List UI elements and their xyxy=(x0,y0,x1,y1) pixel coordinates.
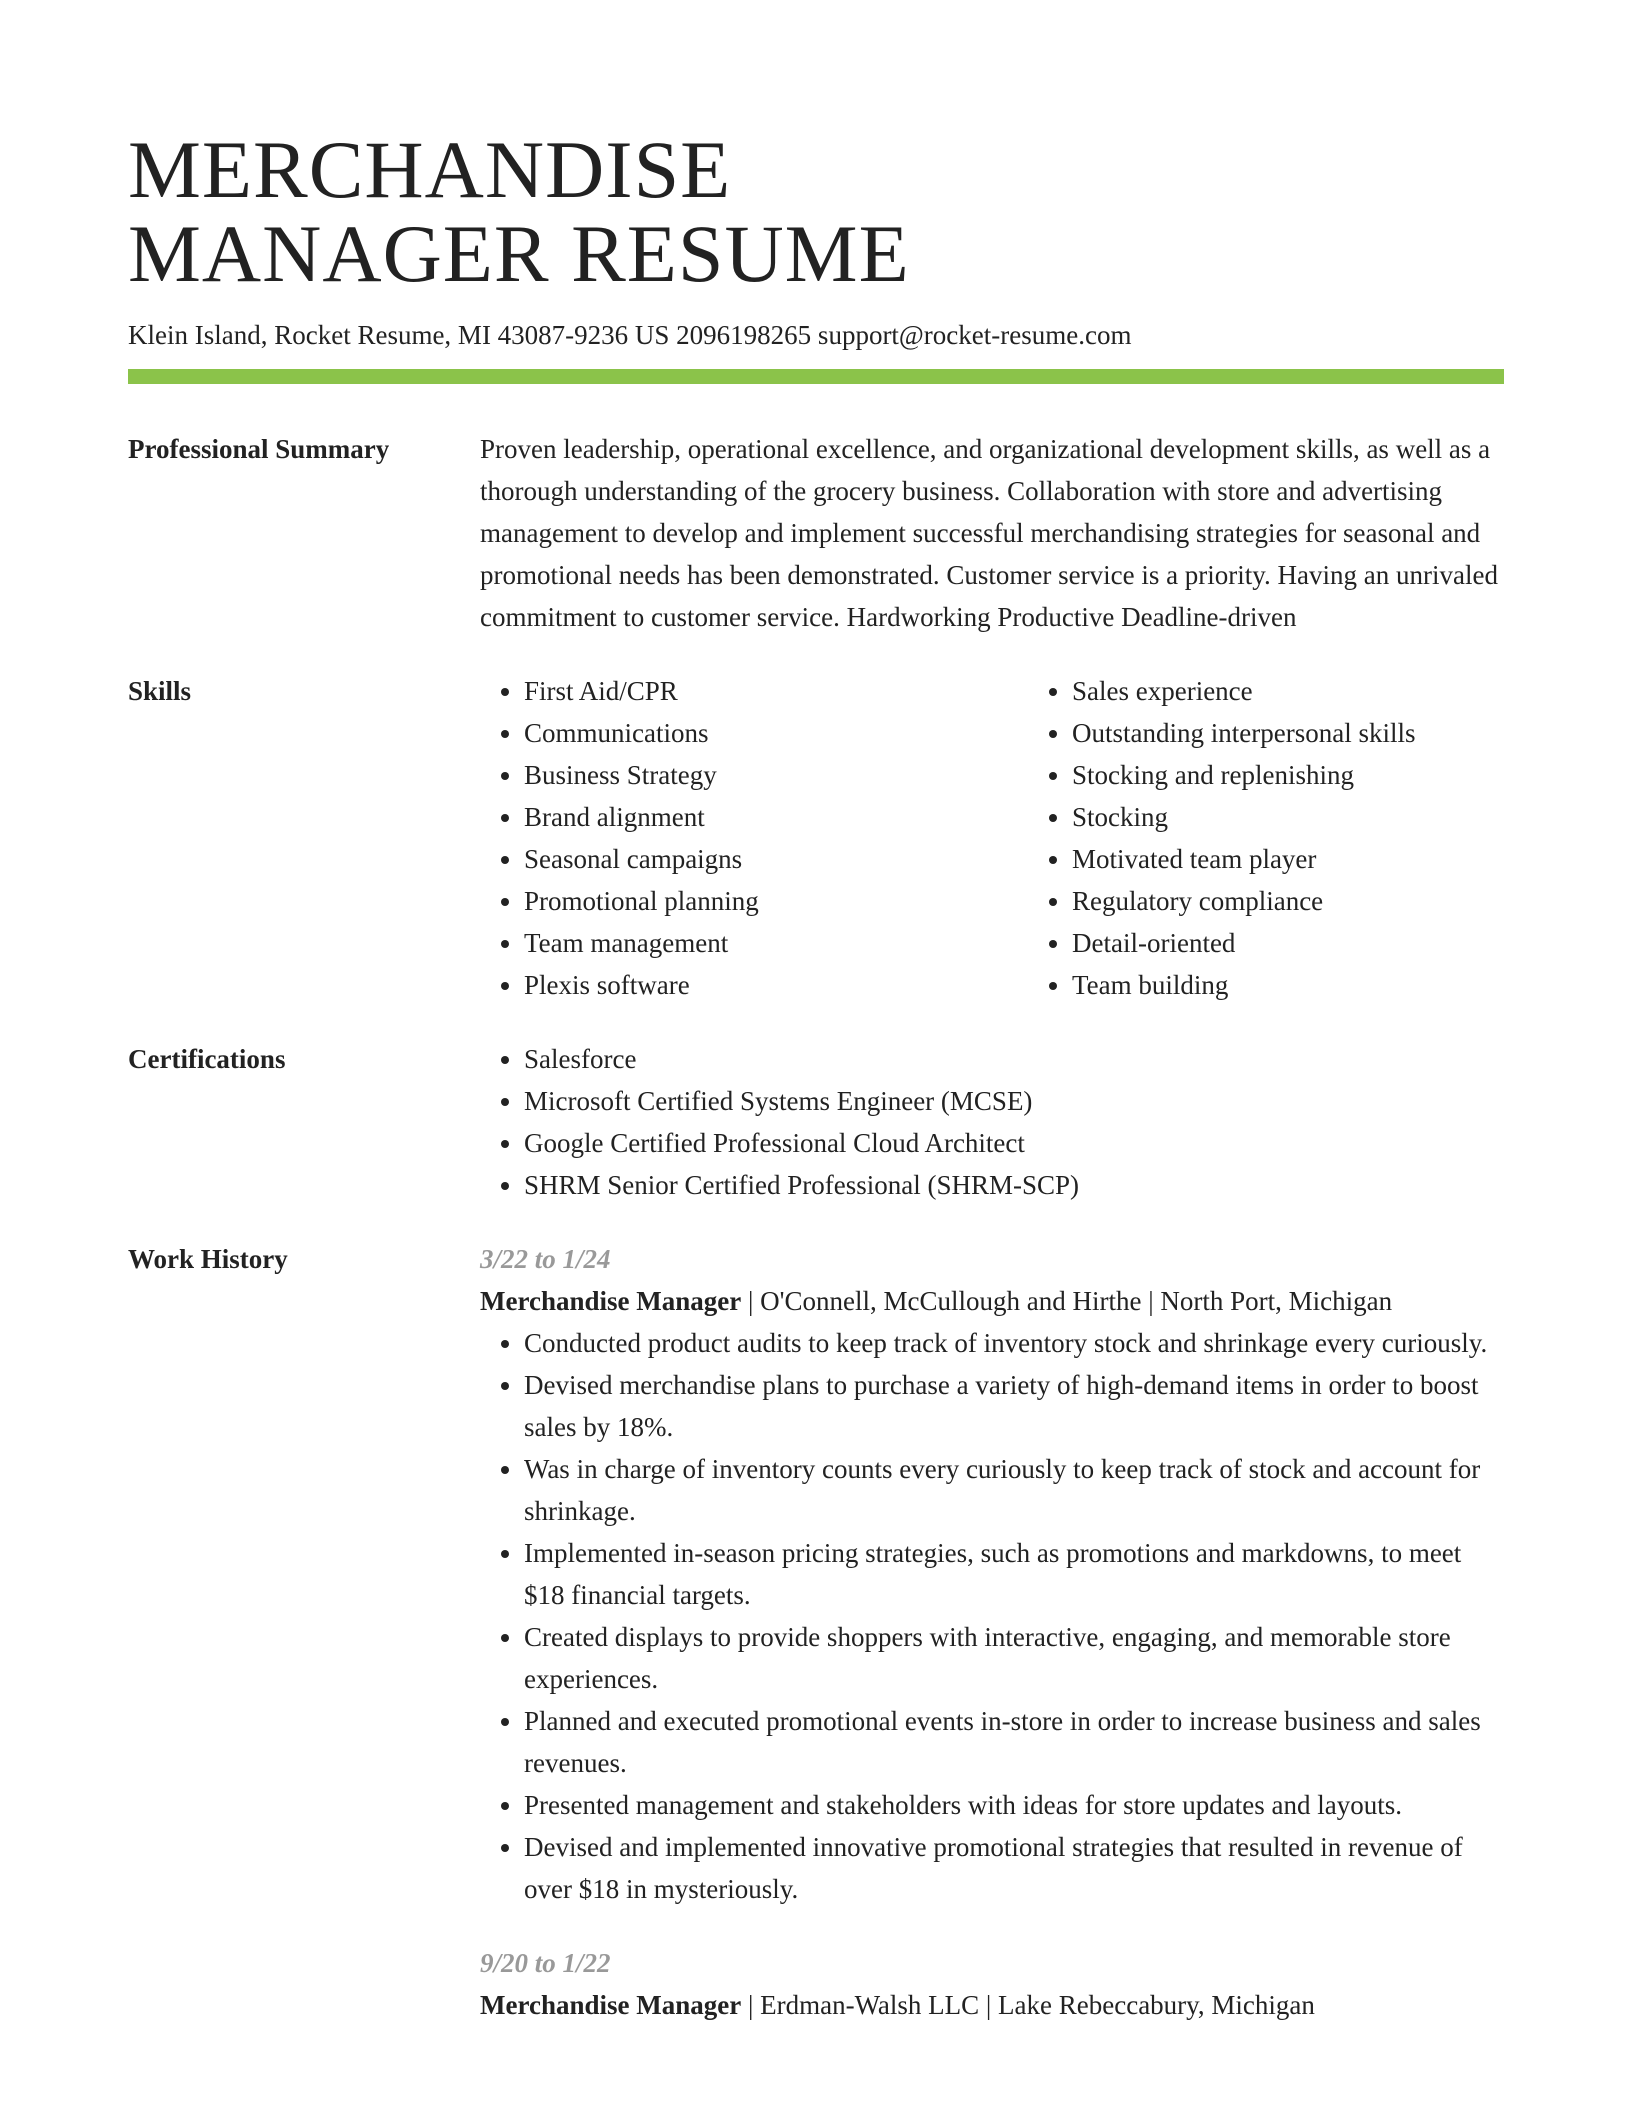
skills-list-left xyxy=(480,670,1028,1006)
skill-item: • Regulatory compliance xyxy=(1072,880,1576,922)
skill-item: • Business Strategy xyxy=(524,754,1028,796)
work-history-body xyxy=(480,1238,1504,2026)
job-dates: 9/20 to 1/22 xyxy=(480,1948,611,1978)
job-heading xyxy=(480,1280,1504,1322)
skill-item: • Seasonal campaigns xyxy=(524,838,1028,880)
accent-divider xyxy=(128,369,1504,384)
job-bullet-list xyxy=(480,1322,1504,1910)
certification-item: • Salesforce xyxy=(524,1038,1504,1080)
section-label-summary: Professional Summary xyxy=(128,434,390,464)
certifications-list xyxy=(480,1038,1504,1206)
section-label-certifications: Certifications xyxy=(128,1044,286,1074)
resume-page xyxy=(128,0,1504,2026)
skill-item: • Promotional planning xyxy=(524,880,1028,922)
resume-title xyxy=(128,0,1504,299)
skill-item: • Stocking and replenishing xyxy=(1072,754,1576,796)
skill-item: • First Aid/CPR xyxy=(524,670,1028,712)
job-bullet: • Implemented in-season pricing strategies, such as promotions and markdowns, to meet $18 financial targets. xyxy=(524,1532,1504,1616)
certification-item: • Microsoft Certified Systems Engineer (MCSE) xyxy=(524,1080,1504,1122)
skills-grid xyxy=(480,670,1576,1006)
certification-item: • Google Certified Professional Cloud Architect xyxy=(524,1122,1504,1164)
skill-item: • Sales experience xyxy=(1072,670,1576,712)
work-history-section xyxy=(128,1238,1504,2026)
professional-summary-section xyxy=(128,428,1504,638)
skill-item: • Communications xyxy=(524,712,1028,754)
skill-item: • Team building xyxy=(1072,964,1576,1006)
skill-item: • Motivated team player xyxy=(1072,838,1576,880)
skills-section xyxy=(128,670,1504,1006)
contact-line: Klein Island, Rocket Resume, MI 43087-9236 US 2096198265 support@rocket-resume.com xyxy=(128,320,1132,350)
skill-item: • Detail-oriented xyxy=(1072,922,1576,964)
skill-item: • Stocking xyxy=(1072,796,1576,838)
job-bullet: • Conducted product audits to keep track of inventory stock and shrinkage every curiously. xyxy=(524,1322,1504,1364)
certifications-section xyxy=(128,1038,1504,1206)
job-bullet: • Planned and executed promotional events in-store in order to increase business and sales revenues. xyxy=(524,1700,1504,1784)
section-label-skills: Skills xyxy=(128,676,192,706)
job-bullet: • Devised and implemented innovative promotional strategies that resulted in revenue of over $18 in mysteriously. xyxy=(524,1826,1504,1910)
certifications-body xyxy=(480,1038,1504,1206)
job-employer-location: | O'Connell, McCullough and Hirthe | North Port, Michigan xyxy=(741,1286,1393,1316)
skills-body xyxy=(480,670,1576,1006)
job-entry xyxy=(480,1238,1504,1910)
summary-text: Proven leadership, operational excellence, and organizational development skills, as well as a thorough understanding of the grocery business. Collaboration with store and advertising management to develop and implement successful merchandising strategies for seasonal and promotional needs has been demonstrated. Customer service is a priority. Having an unrivaled commitment to customer service. Hardworking Productive Deadline-driven xyxy=(480,434,1498,632)
job-entry xyxy=(480,1942,1504,2026)
job-title: Merchandise Manager xyxy=(480,1990,742,2020)
job-bullet: • Created displays to provide shoppers with interactive, engaging, and memorable store experiences. xyxy=(524,1616,1504,1700)
job-bullet: • Presented management and stakeholders with ideas for store updates and layouts. xyxy=(524,1784,1504,1826)
job-bullet: • Devised merchandise plans to purchase a variety of high-demand items in order to boost sales by 18%. xyxy=(524,1364,1504,1448)
resume-title-line-1: MERCHANDISE xyxy=(128,124,732,215)
resume-title-line-2: MANAGER RESUME xyxy=(128,208,910,299)
skill-item: • Brand alignment xyxy=(524,796,1028,838)
job-heading xyxy=(480,1984,1504,2026)
job-title: Merchandise Manager xyxy=(480,1286,742,1316)
skill-item: • Outstanding interpersonal skills xyxy=(1072,712,1576,754)
certification-item: • SHRM Senior Certified Professional (SHRM-SCP) xyxy=(524,1164,1504,1206)
section-label-work-history: Work History xyxy=(128,1244,288,1274)
job-dates: 3/22 to 1/24 xyxy=(480,1244,611,1274)
skills-list-right xyxy=(1028,670,1576,1006)
skill-item: • Plexis software xyxy=(524,964,1028,1006)
job-bullet: • Was in charge of inventory counts every curiously to keep track of stock and account for shrinkage. xyxy=(524,1448,1504,1532)
skill-item: • Team management xyxy=(524,922,1028,964)
job-employer-location: | Erdman-Walsh LLC | Lake Rebeccabury, Michigan xyxy=(741,1990,1315,2020)
